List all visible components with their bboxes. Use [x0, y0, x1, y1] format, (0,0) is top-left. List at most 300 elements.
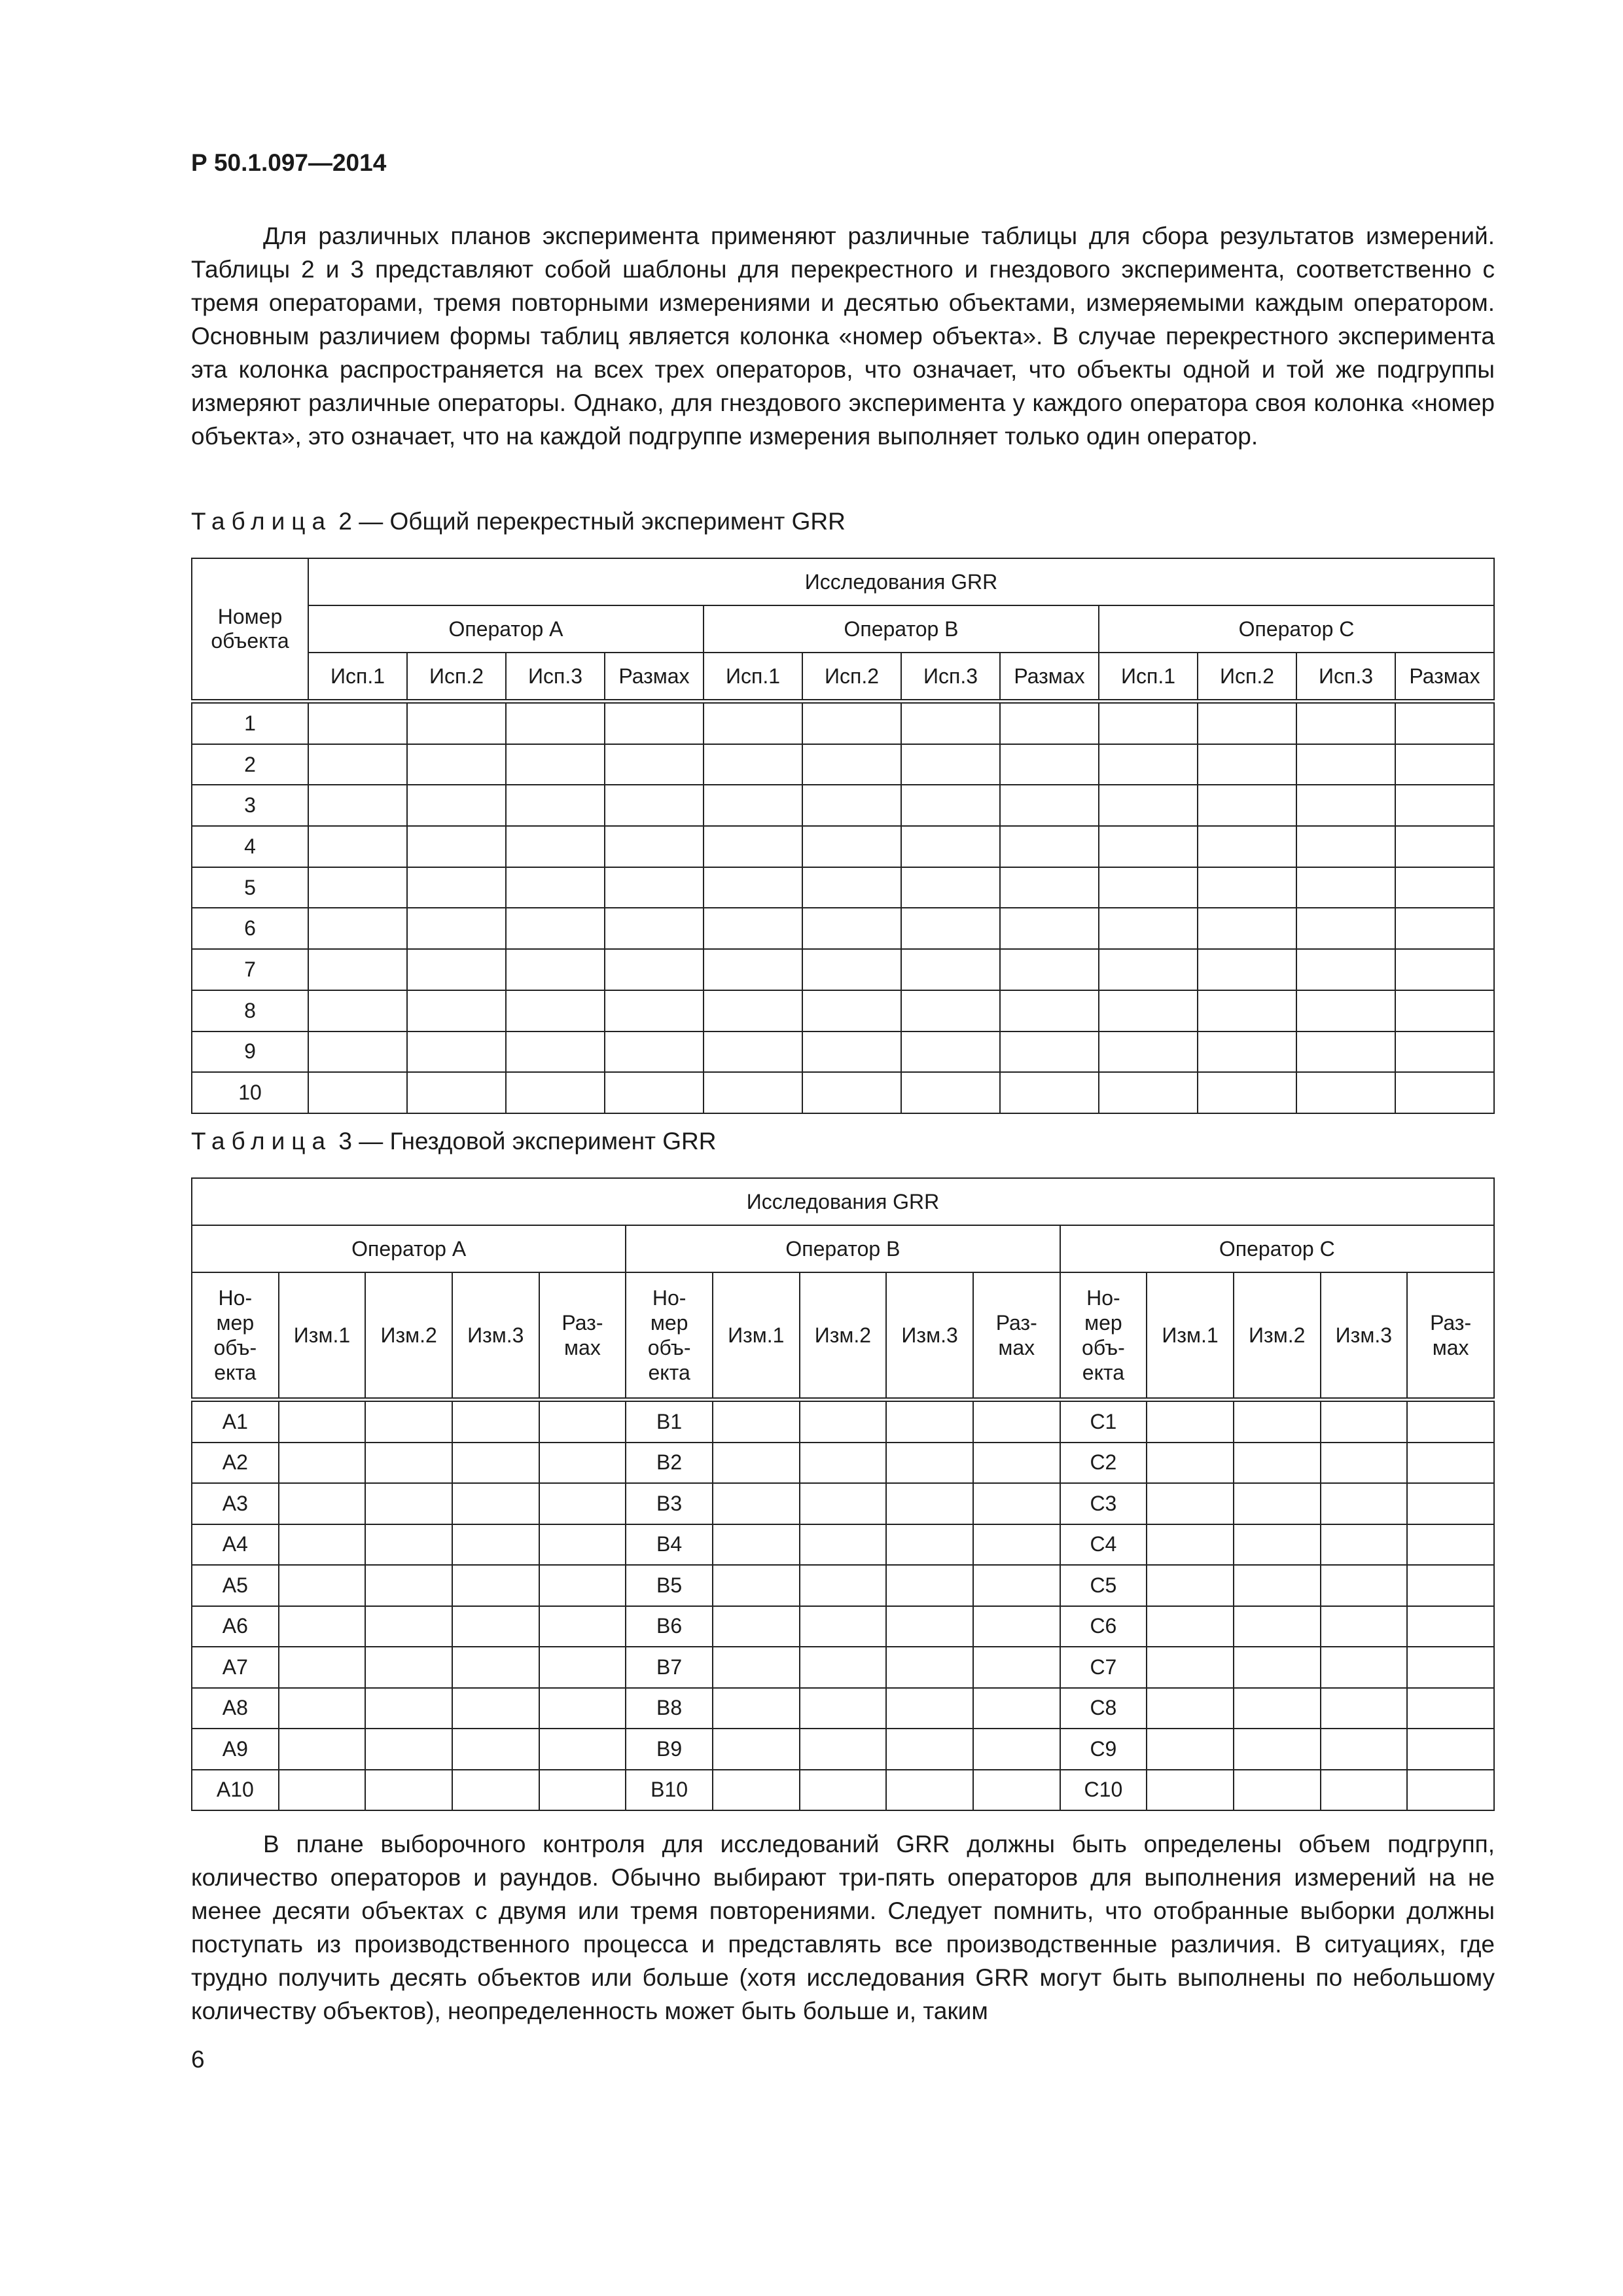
table-row [192, 1606, 1494, 1647]
empty-cell [886, 1400, 973, 1443]
column-header: Раз- мах [973, 1272, 1060, 1400]
header-row [192, 558, 1494, 605]
empty-cell [605, 990, 704, 1031]
empty-cell [308, 702, 407, 744]
empty-cell [1407, 1483, 1494, 1524]
empty-cell [1147, 1647, 1234, 1688]
empty-cell [365, 1443, 452, 1484]
empty-cell [973, 1647, 1060, 1688]
empty-cell [407, 702, 506, 744]
empty-cell [539, 1729, 626, 1770]
empty-cell [1407, 1524, 1494, 1566]
table-row [192, 1770, 1494, 1811]
empty-cell [1198, 867, 1296, 908]
empty-cell [1407, 1729, 1494, 1770]
column-header: Изм.1 [713, 1272, 800, 1400]
empty-cell [279, 1524, 366, 1566]
object-number-header: Но- мер объ- екта [192, 1272, 279, 1400]
object-number-cell: 7 [192, 949, 308, 990]
table-row [192, 744, 1494, 785]
empty-cell [365, 1400, 452, 1443]
empty-cell [539, 1688, 626, 1729]
empty-cell [1198, 949, 1296, 990]
empty-cell [1099, 1072, 1198, 1113]
empty-cell [713, 1606, 800, 1647]
empty-cell [605, 1031, 704, 1073]
empty-cell [365, 1524, 452, 1566]
empty-cell [1099, 826, 1198, 867]
object-code-cell: B9 [626, 1729, 713, 1770]
empty-cell [1198, 1031, 1296, 1073]
empty-cell [704, 908, 802, 949]
empty-cell [886, 1688, 973, 1729]
empty-cell [1321, 1729, 1408, 1770]
empty-cell [800, 1688, 887, 1729]
empty-cell [901, 826, 1000, 867]
empty-cell [1198, 908, 1296, 949]
operator-header: Оператор A [192, 1225, 626, 1272]
empty-cell [713, 1770, 800, 1811]
empty-cell [1234, 1688, 1321, 1729]
table-row [192, 1483, 1494, 1524]
empty-cell [1099, 949, 1198, 990]
object-code-cell: A8 [192, 1688, 279, 1729]
empty-cell [802, 826, 901, 867]
empty-cell [539, 1524, 626, 1566]
empty-cell [1321, 1400, 1408, 1443]
empty-cell [308, 949, 407, 990]
table-row [192, 1031, 1494, 1073]
empty-cell [506, 785, 605, 826]
empty-cell [1000, 1031, 1099, 1073]
empty-cell [452, 1688, 539, 1729]
empty-cell [1234, 1729, 1321, 1770]
empty-cell [800, 1524, 887, 1566]
empty-cell [901, 1072, 1000, 1113]
table-row [192, 990, 1494, 1031]
empty-cell [973, 1770, 1060, 1811]
empty-cell [1099, 908, 1198, 949]
empty-cell [1147, 1443, 1234, 1484]
object-code-cell: B3 [626, 1483, 713, 1524]
document-code: Р 50.1.097—2014 [191, 149, 387, 176]
empty-cell [1296, 702, 1395, 744]
table-row [192, 867, 1494, 908]
empty-cell [605, 826, 704, 867]
empty-cell [973, 1443, 1060, 1484]
empty-cell [308, 744, 407, 785]
empty-cell [452, 1729, 539, 1770]
empty-cell [1296, 826, 1395, 867]
operator-row [192, 1225, 1494, 1272]
object-code-cell: C8 [1060, 1688, 1147, 1729]
table2-caption-prefix: Таблица [191, 508, 332, 535]
empty-cell [506, 867, 605, 908]
empty-cell [704, 1072, 802, 1113]
empty-cell [886, 1729, 973, 1770]
empty-cell [1407, 1400, 1494, 1443]
column-header: Исп.1 [308, 653, 407, 702]
empty-cell [279, 1483, 366, 1524]
object-number-cell: 1 [192, 702, 308, 744]
empty-cell [704, 949, 802, 990]
empty-cell [452, 1647, 539, 1688]
empty-cell [1099, 990, 1198, 1031]
intro-paragraph: Для различных планов эксперимента применяют различные таблицы для сбора результатов измерений. Таблицы 2 и 3 представляют собой шаблоны для перекрестного и гнездового эксперимента, соответственно с тремя операторами, тремя повторными измерениями и десятью объектами, измеряемыми каждым оператором. Основным различием формы таблиц является колонка «номер объекта». В случае перекрестного эксперимента эта колонка распространяется на всех трех операторов, что означает, что объекты одной и той же подгруппы измеряют различные операторы. Однако, для гнездового эксперимента у каждого оператора своя колонка «номер объекта», это означает, что на каждой подгруппе измерения выполняет только один оператор. [191, 223, 1495, 450]
empty-cell [1407, 1647, 1494, 1688]
empty-cell [365, 1770, 452, 1811]
empty-cell [308, 990, 407, 1031]
object-number-cell: 10 [192, 1072, 308, 1113]
empty-cell [1234, 1647, 1321, 1688]
operator-row [192, 605, 1494, 653]
empty-cell [802, 867, 901, 908]
table-row [192, 1647, 1494, 1688]
empty-cell [1198, 990, 1296, 1031]
column-header: Изм.2 [365, 1272, 452, 1400]
object-code-cell: A4 [192, 1524, 279, 1566]
empty-cell [1296, 785, 1395, 826]
empty-cell [365, 1647, 452, 1688]
table-row [192, 785, 1494, 826]
empty-cell [279, 1443, 366, 1484]
empty-cell [279, 1400, 366, 1443]
empty-cell [1000, 744, 1099, 785]
empty-cell [800, 1647, 887, 1688]
empty-cell [713, 1443, 800, 1484]
empty-cell [506, 702, 605, 744]
empty-cell [713, 1565, 800, 1606]
object-number-cell: 2 [192, 744, 308, 785]
empty-cell [886, 1647, 973, 1688]
empty-cell [308, 1072, 407, 1113]
object-code-cell: A9 [192, 1729, 279, 1770]
empty-cell [1321, 1647, 1408, 1688]
column-header: Исп.1 [1099, 653, 1198, 702]
table-row [192, 908, 1494, 949]
empty-cell [407, 785, 506, 826]
empty-cell [802, 702, 901, 744]
column-header: Изм.2 [800, 1272, 887, 1400]
empty-cell [452, 1524, 539, 1566]
empty-cell [605, 702, 704, 744]
empty-cell [279, 1688, 366, 1729]
object-code-cell: A2 [192, 1443, 279, 1484]
empty-cell [802, 990, 901, 1031]
object-code-cell: B5 [626, 1565, 713, 1606]
table-row [192, 1729, 1494, 1770]
empty-cell [452, 1606, 539, 1647]
empty-cell [506, 826, 605, 867]
empty-cell [1321, 1688, 1408, 1729]
empty-cell [1000, 785, 1099, 826]
empty-cell [365, 1483, 452, 1524]
object-code-cell: A7 [192, 1647, 279, 1688]
empty-cell [1198, 744, 1296, 785]
column-header: Исп.2 [802, 653, 901, 702]
empty-cell [886, 1606, 973, 1647]
empty-cell [452, 1483, 539, 1524]
empty-cell [1321, 1606, 1408, 1647]
empty-cell [802, 1072, 901, 1113]
empty-cell [973, 1483, 1060, 1524]
empty-cell [605, 785, 704, 826]
study-header: Исследования GRR [192, 1178, 1494, 1225]
empty-cell [1321, 1565, 1408, 1606]
empty-cell [901, 908, 1000, 949]
empty-cell [506, 908, 605, 949]
empty-cell [1147, 1729, 1234, 1770]
empty-cell [1296, 1072, 1395, 1113]
table-row [192, 1072, 1494, 1113]
empty-cell [704, 1031, 802, 1073]
empty-cell [704, 826, 802, 867]
empty-cell [279, 1729, 366, 1770]
empty-cell [901, 702, 1000, 744]
empty-cell [1395, 826, 1494, 867]
column-header: Раз- мах [539, 1272, 626, 1400]
object-code-cell: A1 [192, 1400, 279, 1443]
empty-cell [713, 1688, 800, 1729]
object-code-cell: C9 [1060, 1729, 1147, 1770]
empty-cell [279, 1647, 366, 1688]
empty-cell [1234, 1443, 1321, 1484]
operator-header: Оператор C [1060, 1225, 1494, 1272]
empty-cell [704, 867, 802, 908]
table2-caption-title: 2 — Общий перекрестный эксперимент GRR [332, 508, 846, 535]
empty-cell [713, 1400, 800, 1443]
empty-cell [886, 1524, 973, 1566]
empty-cell [279, 1770, 366, 1811]
empty-cell [1395, 949, 1494, 990]
empty-cell [704, 744, 802, 785]
object-code-cell: B2 [626, 1443, 713, 1484]
empty-cell [802, 785, 901, 826]
empty-cell [1000, 990, 1099, 1031]
object-code-cell: B4 [626, 1524, 713, 1566]
table-row [192, 826, 1494, 867]
operator-header: Оператор C [1099, 605, 1494, 653]
column-header: Размах [1000, 653, 1099, 702]
empty-cell [1395, 702, 1494, 744]
empty-cell [1296, 949, 1395, 990]
empty-cell [1296, 908, 1395, 949]
object-number-cell: 8 [192, 990, 308, 1031]
empty-cell [1234, 1483, 1321, 1524]
empty-cell [1198, 1072, 1296, 1113]
empty-cell [1395, 1072, 1494, 1113]
object-code-cell: A6 [192, 1606, 279, 1647]
object-code-cell: B10 [626, 1770, 713, 1811]
empty-cell [973, 1400, 1060, 1443]
object-code-cell: B8 [626, 1688, 713, 1729]
empty-cell [605, 949, 704, 990]
empty-cell [308, 785, 407, 826]
table-row [192, 1565, 1494, 1606]
table-row [192, 702, 1494, 744]
empty-cell [308, 1031, 407, 1073]
empty-cell [1234, 1565, 1321, 1606]
empty-cell [800, 1606, 887, 1647]
empty-cell [800, 1729, 887, 1770]
empty-cell [539, 1565, 626, 1606]
empty-cell [1234, 1524, 1321, 1566]
empty-cell [308, 908, 407, 949]
empty-cell [1234, 1400, 1321, 1443]
empty-cell [539, 1483, 626, 1524]
column-header: Исп.1 [704, 653, 802, 702]
object-code-cell: B7 [626, 1647, 713, 1688]
table2-caption [191, 505, 846, 538]
object-code-cell: A5 [192, 1565, 279, 1606]
cross-experiment-table [191, 558, 1495, 1114]
empty-cell [1321, 1483, 1408, 1524]
empty-cell [279, 1565, 366, 1606]
object-number-cell: 9 [192, 1031, 308, 1073]
empty-cell [407, 1031, 506, 1073]
object-code-cell: C10 [1060, 1770, 1147, 1811]
empty-cell [1395, 785, 1494, 826]
object-number-cell: 5 [192, 867, 308, 908]
empty-cell [539, 1443, 626, 1484]
empty-cell [1234, 1770, 1321, 1811]
operator-header: Оператор A [308, 605, 704, 653]
empty-cell [800, 1443, 887, 1484]
empty-cell [1000, 867, 1099, 908]
empty-cell [407, 867, 506, 908]
operator-header: Оператор B [704, 605, 1099, 653]
empty-cell [1395, 867, 1494, 908]
empty-cell [506, 1072, 605, 1113]
empty-cell [308, 867, 407, 908]
empty-cell [1147, 1770, 1234, 1811]
empty-cell [802, 1031, 901, 1073]
empty-cell [1099, 1031, 1198, 1073]
empty-cell [279, 1606, 366, 1647]
nested-experiment-table [191, 1177, 1495, 1811]
empty-cell [713, 1483, 800, 1524]
empty-cell [407, 744, 506, 785]
empty-cell [1296, 1031, 1395, 1073]
empty-cell [1147, 1565, 1234, 1606]
empty-cell [1099, 867, 1198, 908]
empty-cell [407, 1072, 506, 1113]
empty-cell [802, 908, 901, 949]
empty-cell [886, 1565, 973, 1606]
empty-cell [802, 949, 901, 990]
empty-cell [1147, 1688, 1234, 1729]
empty-cell [901, 785, 1000, 826]
empty-cell [506, 949, 605, 990]
empty-cell [1099, 702, 1198, 744]
empty-cell [407, 908, 506, 949]
object-number-cell: 3 [192, 785, 308, 826]
empty-cell [1407, 1606, 1494, 1647]
empty-cell [1147, 1483, 1234, 1524]
empty-cell [452, 1400, 539, 1443]
empty-cell [901, 990, 1000, 1031]
table-row [192, 949, 1494, 990]
empty-cell [539, 1400, 626, 1443]
empty-cell [1099, 785, 1198, 826]
empty-cell [1296, 744, 1395, 785]
empty-cell [539, 1647, 626, 1688]
table3-caption [191, 1124, 716, 1158]
empty-cell [452, 1443, 539, 1484]
empty-cell [1147, 1400, 1234, 1443]
column-header: Исп.3 [901, 653, 1000, 702]
empty-cell [901, 949, 1000, 990]
column-header: Раз- мах [1407, 1272, 1494, 1400]
empty-cell [1407, 1443, 1494, 1484]
object-code-cell: C7 [1060, 1647, 1147, 1688]
empty-cell [886, 1443, 973, 1484]
object-number-header: Номер объекта [192, 558, 308, 702]
empty-cell [704, 990, 802, 1031]
empty-cell [1321, 1524, 1408, 1566]
column-header: Исп.2 [407, 653, 506, 702]
empty-cell [886, 1483, 973, 1524]
empty-cell [704, 785, 802, 826]
empty-cell [506, 744, 605, 785]
empty-cell [886, 1770, 973, 1811]
empty-cell [1407, 1565, 1494, 1606]
object-code-cell: C4 [1060, 1524, 1147, 1566]
table-row [192, 1443, 1494, 1484]
object-code-cell: C3 [1060, 1483, 1147, 1524]
empty-cell [973, 1729, 1060, 1770]
column-header: Изм.1 [279, 1272, 366, 1400]
empty-cell [704, 702, 802, 744]
empty-cell [605, 1072, 704, 1113]
empty-cell [1407, 1688, 1494, 1729]
empty-cell [1000, 826, 1099, 867]
empty-cell [506, 990, 605, 1031]
empty-cell [901, 744, 1000, 785]
object-code-cell: C2 [1060, 1443, 1147, 1484]
empty-cell [1000, 702, 1099, 744]
empty-cell [1198, 702, 1296, 744]
empty-cell [802, 744, 901, 785]
column-header: Изм.2 [1234, 1272, 1321, 1400]
sampling-paragraph: В плане выборочного контроля для исследований GRR должны быть определены объем подгрупп, количество операторов и раундов. Обычно выбирают три-пять операторов для выполнения измерений на не менее десяти объектах с двумя или тремя повторениями. Следует помнить, что отобранные выборки должны поступать из производственного процесса и представлять все производственные различия. В ситуациях, где трудно получить десять объектов или больше (хотя исследования GRR могут быть выполнены по небольшому количеству объектов), неопределенность может быть больше и, таким [191, 1831, 1495, 2024]
empty-cell [1198, 785, 1296, 826]
empty-cell [800, 1400, 887, 1443]
empty-cell [365, 1565, 452, 1606]
object-code-cell: C5 [1060, 1565, 1147, 1606]
empty-cell [1147, 1524, 1234, 1566]
empty-cell [1395, 990, 1494, 1031]
empty-cell [713, 1729, 800, 1770]
empty-cell [1000, 1072, 1099, 1113]
empty-cell [1321, 1443, 1408, 1484]
page-number: 6 [191, 2046, 205, 2073]
empty-cell [973, 1688, 1060, 1729]
empty-cell [800, 1483, 887, 1524]
column-header: Изм.3 [1321, 1272, 1408, 1400]
column-header: Исп.3 [1296, 653, 1395, 702]
table3-caption-title: 3 — Гнездовой эксперимент GRR [332, 1128, 717, 1155]
empty-cell [1000, 949, 1099, 990]
column-header: Размах [1395, 653, 1494, 702]
column-header: Изм.3 [452, 1272, 539, 1400]
empty-cell [800, 1565, 887, 1606]
empty-cell [605, 744, 704, 785]
subheader-row [192, 1272, 1494, 1400]
empty-cell [407, 826, 506, 867]
column-header: Размах [605, 653, 704, 702]
object-code-cell: A3 [192, 1483, 279, 1524]
